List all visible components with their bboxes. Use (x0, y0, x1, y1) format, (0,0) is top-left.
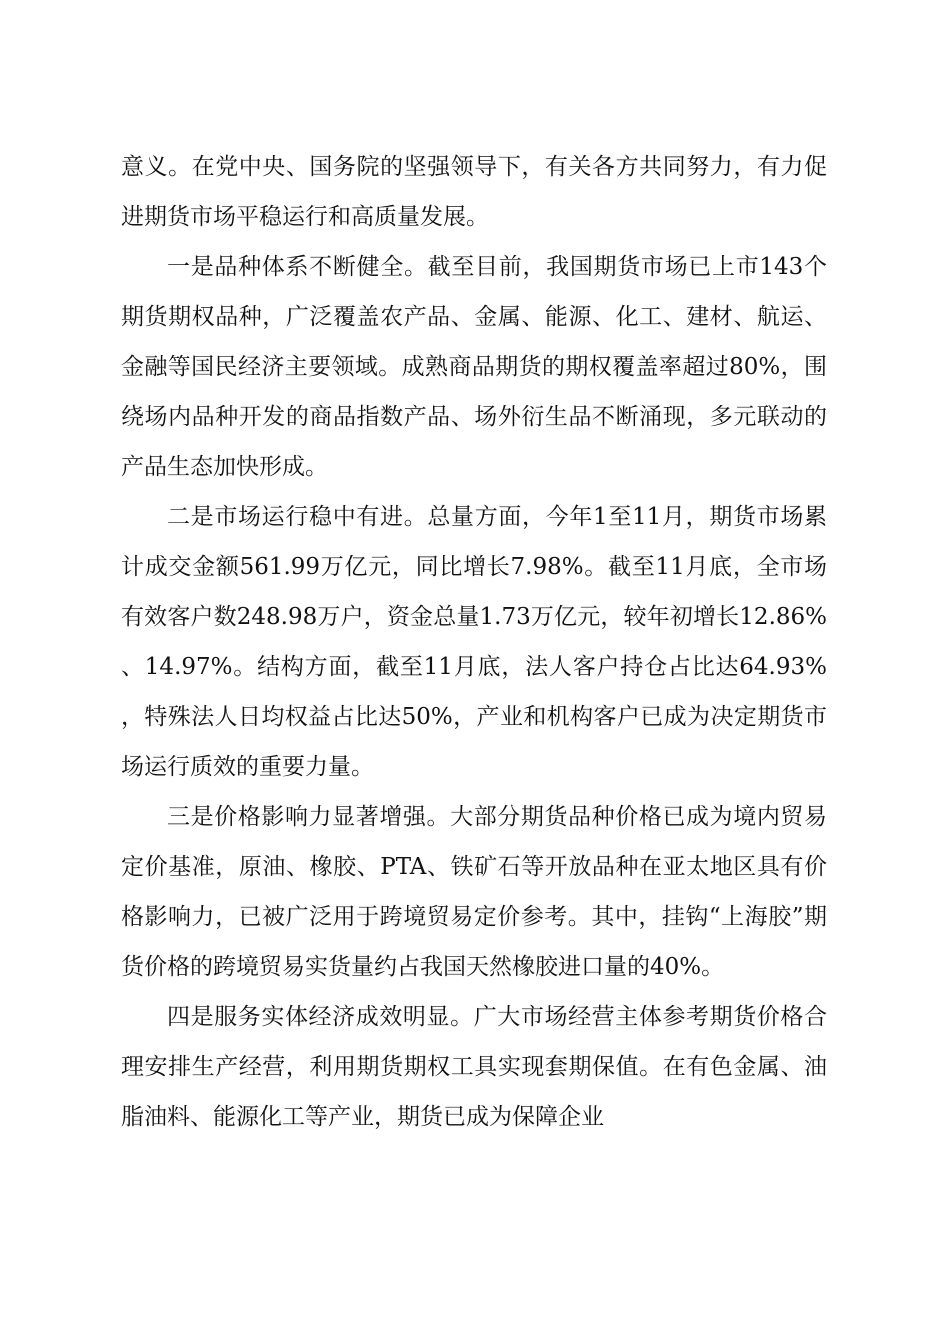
paragraph-variety-system: 一是品种体系不断健全。截至目前，我国期货市场已上市143个期货期权品种，广泛覆盖农产品、金属、能源、化工、建材、航运、金融等国民经济主要领域。成熟商品期货的期权覆盖率超过80%，围绕场内品种开发的商品指数产品、场外衍生品不断涌现，多元联动的产品生态加快形成。 (121, 254, 827, 480)
paragraph-real-economy: 四是服务实体经济成效明显。广大市场经营主体参考期货价格合理安排生产经营，利用期货期权工具实现套期保值。在有色金属、油脂油料、能源化工等产业，期货已成为保障企业 (121, 1004, 827, 1130)
paragraph-continuation: 意义。在党中央、国务院的坚强领导下，有关各方共同努力，有力促进期货市场平稳运行和高质量发展。 (121, 154, 827, 230)
paragraph-price-influence: 三是价格影响力显著增强。大部分期货品种价格已成为境内贸易定价基准，原油、橡胶、PTA、铁矿石等开放品种在亚太地区具有价格影响力，已被广泛用于跨境贸易定价参考。其中，挂钩“上海胶”期货价格的跨境贸易实货量约占我国天然橡胶进口量的40%。 (121, 804, 827, 980)
paragraph-market-operation: 二是市场运行稳中有进。总量方面，今年1至11月，期货市场累计成交金额561.99万亿元，同比增长7.98%。截至11月底，全市场有效客户数248.98万户，资金总量1.73万亿元，较年初增长12.86%、14.97%。结构方面，截至11月底，法人客户持仓占比达64.93%，特殊法人日均权益占比达50%，产业和机构客户已成为决定期货市场运行质效的重要力量。 (121, 504, 827, 780)
document-body (121, 142, 827, 1142)
